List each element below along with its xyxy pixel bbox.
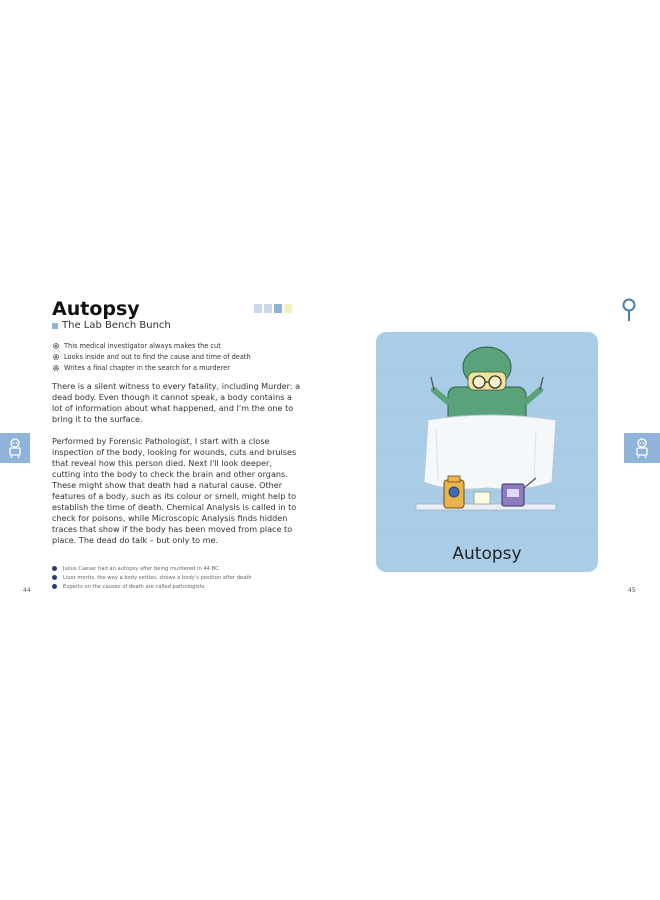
page-title: Autopsy: [52, 298, 140, 320]
autopsy-illustration: [376, 332, 598, 572]
bullet-text: Livor mortis, the way a body settles, shows a body's position after death: [63, 574, 252, 581]
bullet-text: Julius Caesar had an autopsy after being murdered in 44 BC: [63, 565, 219, 572]
magnifying-glass-icon: [621, 297, 637, 323]
list-item: [52, 582, 302, 591]
page-subtitle: The Lab Bench Bunch: [62, 320, 171, 331]
body-paragraph: There is a silent witness to every fatality, including Murder: a dead body. Even though it cannot speak, a body contains a lot of information about what happened, and I'm the one to bring it to the surface.: [52, 381, 301, 424]
fact-bullets: [52, 564, 302, 591]
fact-item: [52, 341, 302, 351]
list-item: [52, 573, 302, 582]
fact-text: Looks inside and out to find the cause and time of death: [64, 353, 251, 361]
gear-icon: [52, 342, 60, 350]
bullet-dot: [52, 575, 57, 580]
swatch: [274, 304, 282, 313]
gear-icon: [52, 353, 60, 361]
chapter-tab-left: [0, 433, 30, 463]
bullet-dot: [52, 584, 57, 589]
fact-item: [52, 363, 302, 373]
swatch: [254, 304, 262, 313]
page-number-right: 45: [628, 587, 636, 594]
fact-text: This medical investigator always makes the cut: [64, 342, 221, 350]
body-paragraph: Performed by Forensic Pathologist, I start with a close inspection of the body, looking for wounds, cuts and bruises that reveal how this person died. Next I'll look deeper, cutting into the body to check the brain and other organs. These might show that death had a natural cause. Other features of a body, such as its colour or smell, might help to establish the time of death. Chemical Analysis is called in to check for poisons, while Microscopic Analysis finds hidden traces that show if the body has been moved from place to place. The dead do talk – but only to me.: [52, 436, 297, 545]
fact-text: Writes a final chapter in the search for a murderer: [64, 364, 230, 372]
subtitle-marker: [52, 323, 58, 329]
illustration-card: [376, 332, 598, 572]
card-label: Autopsy: [452, 544, 522, 564]
subtitle-row: [52, 320, 171, 331]
page-number-left: 44: [23, 587, 31, 594]
robot-icon: [5, 437, 25, 459]
chapter-tab-right: [624, 433, 660, 463]
fact-list: [52, 341, 302, 374]
bullet-dot: [52, 566, 57, 571]
list-item: [52, 564, 302, 573]
gear-icon: [52, 364, 60, 372]
bullet-text: Experts on the causes of death are called pathologists: [63, 583, 205, 590]
swatch: [264, 304, 272, 313]
color-swatches: [254, 304, 292, 313]
fact-item: [52, 352, 302, 362]
swatch: [284, 304, 292, 313]
robot-icon: [632, 437, 652, 459]
